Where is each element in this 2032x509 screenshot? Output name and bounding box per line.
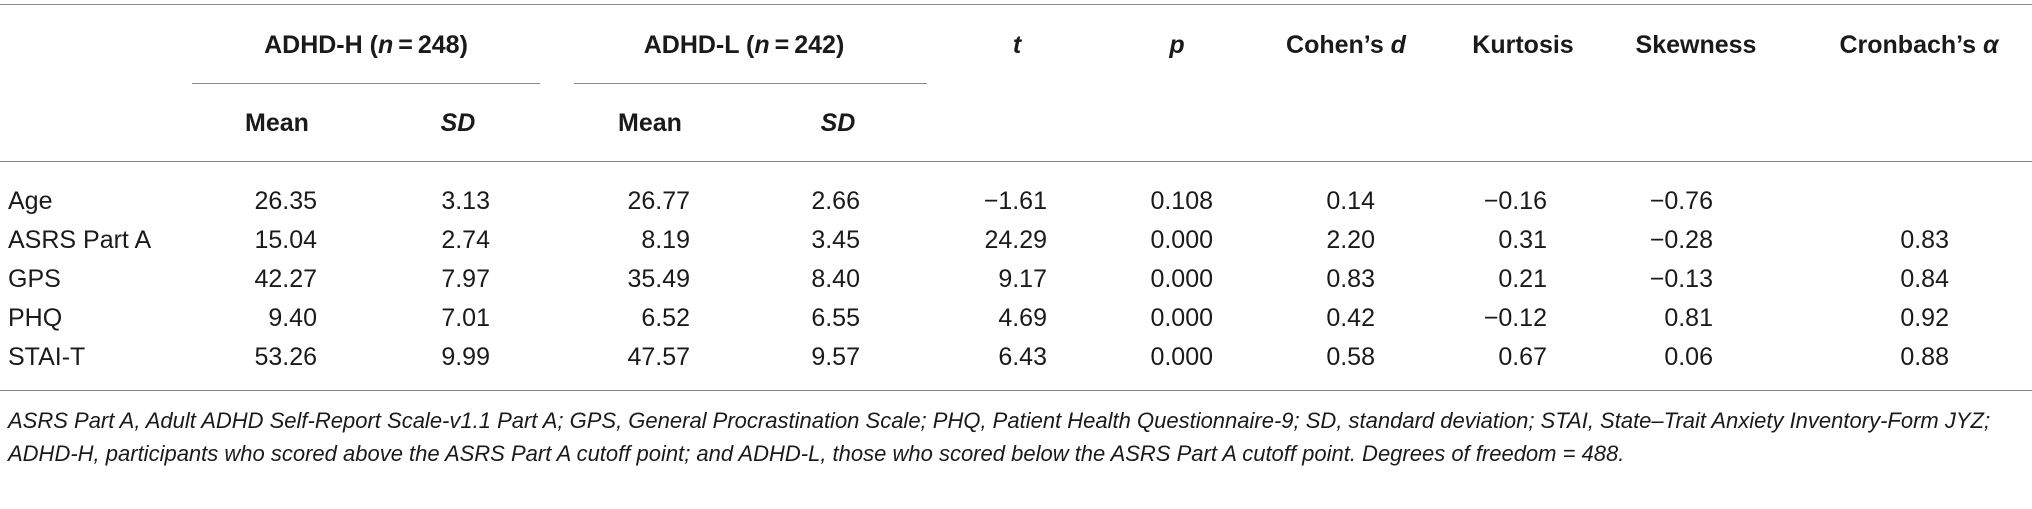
header-kurtosis: Kurtosis [1472, 31, 1574, 59]
table-cell: 9.40 [268, 304, 317, 332]
table-cell: 0.92 [1900, 304, 1949, 332]
table-cell: 0.14 [1326, 187, 1375, 215]
header-skewness: Skewness [1635, 31, 1757, 59]
header-bottom-rule [0, 161, 2032, 162]
row-label: STAI-T [8, 343, 86, 371]
subheader-mean-h: Mean [245, 109, 309, 137]
header-cohens-d: Cohen’s d [1286, 31, 1406, 59]
row-label: ASRS Part A [8, 226, 152, 254]
table-cell: −0.28 [1649, 226, 1713, 254]
table-cell: 0.67 [1498, 343, 1547, 371]
table-cell: 0.58 [1326, 343, 1375, 371]
subheader-sd-l: SD [820, 109, 856, 137]
row-label: GPS [8, 265, 61, 293]
table-cell: 0.000 [1150, 226, 1213, 254]
table-cell: 3.13 [441, 187, 490, 215]
table-cell: 3.45 [811, 226, 860, 254]
table-cell: 53.26 [254, 343, 317, 371]
table-cell: 9.17 [998, 265, 1047, 293]
table-cell: −0.12 [1483, 304, 1547, 332]
row-label: PHQ [8, 304, 63, 332]
table-cell: 26.77 [627, 187, 690, 215]
table-cell: 35.49 [627, 265, 690, 293]
table-cell: 0.84 [1900, 265, 1949, 293]
table-cell: 7.97 [441, 265, 490, 293]
table-cell: 9.99 [441, 343, 490, 371]
group-rule-adhd-h [192, 83, 540, 84]
table-cell: 0.000 [1150, 265, 1213, 293]
table-cell: 0.108 [1150, 187, 1213, 215]
table-cell: 0.83 [1900, 226, 1949, 254]
table-cell: 0.06 [1664, 343, 1713, 371]
table-cell: 6.43 [998, 343, 1047, 371]
group-header-adhd-l: ADHD-L (n = 242) [643, 31, 845, 59]
table-cell: 0.83 [1326, 265, 1375, 293]
group-rule-adhd-l [574, 83, 927, 84]
table-cell: 8.19 [641, 226, 690, 254]
table-cell: −0.76 [1649, 187, 1713, 215]
table-cell: 4.69 [998, 304, 1047, 332]
table-cell: 6.55 [811, 304, 860, 332]
table-cell: −0.13 [1649, 265, 1713, 293]
subheader-sd-h: SD [440, 109, 476, 137]
table-cell: −0.16 [1483, 187, 1547, 215]
table-cell: 6.52 [641, 304, 690, 332]
table-cell: 42.27 [254, 265, 317, 293]
table-cell: 47.57 [627, 343, 690, 371]
table-cell: 2.20 [1326, 226, 1375, 254]
table-cell: 7.01 [441, 304, 490, 332]
table-cell: 0.88 [1900, 343, 1949, 371]
table-cell: 0.42 [1326, 304, 1375, 332]
subheader-mean-l: Mean [618, 109, 682, 137]
table-bottom-rule [0, 390, 2032, 391]
top-rule [0, 4, 2032, 5]
table-cell: 9.57 [811, 343, 860, 371]
table-cell: 15.04 [254, 226, 317, 254]
table-cell: 24.29 [984, 226, 1047, 254]
table-cell: 0.31 [1498, 226, 1547, 254]
group-header-adhd-h: ADHD-H (n = 248) [264, 31, 468, 59]
row-label: Age [8, 187, 53, 215]
table-cell: −1.61 [983, 187, 1047, 215]
table-cell: 2.66 [811, 187, 860, 215]
table-footnote: ASRS Part A, Adult ADHD Self-Report Scale-v1.1 Part A; GPS, General Procrastination Scale; PHQ, Patient Health Questionnaire-9; SD, standard deviation; STAI, State–Trait Anxiety Inventory-Form JYZ; ADHD-H, participants who scored above the ASRS Part A cutoff point; and ADHD-L, those who scored below the ASRS Part A cutoff point. Degrees of freedom = 488. [8, 408, 1991, 466]
table-cell: 2.74 [441, 226, 490, 254]
header-cronbach-alpha: Cronbach’s α [1839, 31, 1999, 59]
table-cell: 0.81 [1664, 304, 1713, 332]
table-cell: 0.000 [1150, 304, 1213, 332]
header-t: t [1012, 31, 1022, 59]
header-p: p [1169, 31, 1185, 59]
table-cell: 8.40 [811, 265, 860, 293]
table-cell: 26.35 [254, 187, 317, 215]
table-cell: 0.000 [1150, 343, 1213, 371]
table-cell: 0.21 [1498, 265, 1547, 293]
